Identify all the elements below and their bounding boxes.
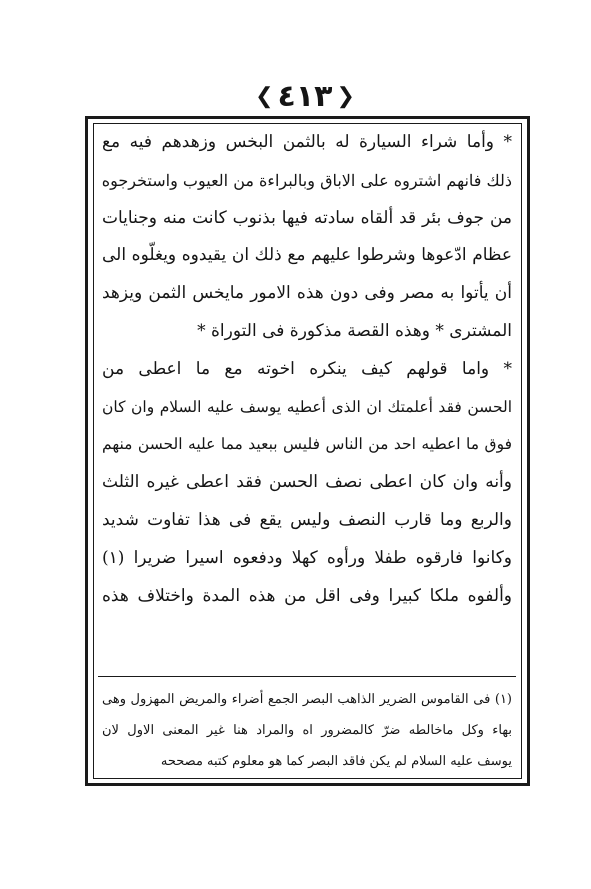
text-line: من جوف بئر قد ألقاه سادته فيها بذنوب كانت منه وجنايات [102, 207, 512, 228]
ornament-right-icon: ❯ [336, 84, 355, 109]
footnote-line: يوسف عليه السلام لم يكن فاقد البصر كما هو معلوم كتبه مصححه [160, 754, 512, 769]
footnote-separator [98, 676, 516, 677]
text-line: والربع وما قارب النصف وليس يقع فى هذا تفاوت شديد [102, 509, 512, 530]
footnote-line: (١) فى القاموس الضرير الذاهب البصر الجمع أضراء والمريض المهزول وهى [102, 692, 512, 707]
footnote-line: بهاء وكل ماخالطه ضرّ كالمضرور اه والمراد هنا غير المعنى الاول لان [102, 723, 512, 738]
page-number: ٤١٣ [277, 79, 333, 114]
text-line: وألفوه ملكا كبيرا وفى اقل من هذه المدة واختلاف هذه [102, 585, 512, 606]
text-line: عظام ادّعوها وشرطوا عليهم مع ذلك ان يقيدوه ويغلّوه الى [102, 245, 512, 266]
text-line: الحسن فقد أعلمتك ان الذى أعطيه يوسف عليه السلام وان كان [102, 397, 512, 416]
page-number-header [245, 80, 365, 114]
text-line: المشترى * وهذه القصة مذكورة فى التوراة * [197, 320, 512, 341]
text-line: ذلك فانهم اشتروه على الاباق وبالبراءة من العيوب واستخرجوه [101, 170, 512, 190]
text-line: فوق ما اعطيه احد من الناس فليس ببعيد مما عليه الحسن منهم [102, 435, 512, 454]
text-line: * واما قولهم كيف ينكره اخوته مع ما اعطى من [102, 358, 512, 379]
footnote-block [102, 684, 512, 777]
text-line: أن يأتوا به مصر وفى دون هذه الامور مايخس الثمن ويزهد [102, 283, 512, 304]
main-text-block [102, 124, 512, 615]
text-line: وأنه وان كان اعطى نصف الحسن فقد اعطى غيره الثلث [102, 472, 512, 493]
ornament-left-icon: ❮ [255, 84, 274, 109]
text-line: وكانوا فارقوه طفلا ورأوه كهلا ودفعوه اسيرا ضريرا (١) [102, 547, 512, 568]
text-line: * وأما شراء السيارة له بالثمن البخس وزهدهم فيه مع [102, 132, 512, 152]
